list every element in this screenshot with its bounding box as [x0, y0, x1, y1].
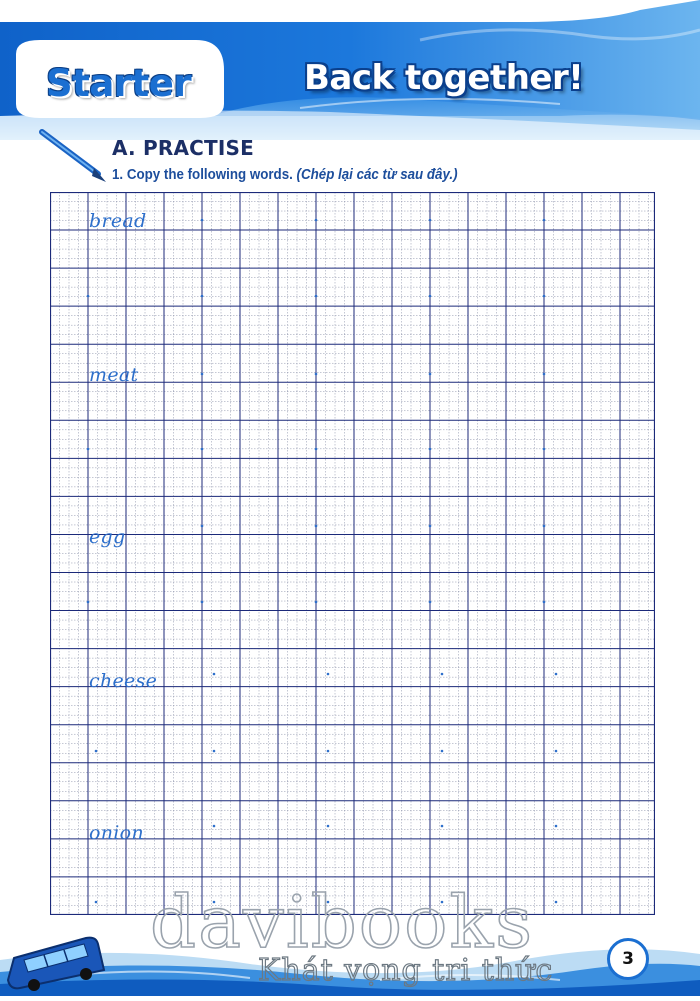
unit-label: Starter: [46, 62, 192, 105]
guide-dot: [543, 219, 546, 222]
instruction: [112, 167, 458, 183]
page-number: 3: [607, 938, 649, 980]
guide-dot: [441, 673, 444, 676]
guide-dot: [201, 601, 204, 604]
guide-dot: [429, 525, 432, 528]
guide-dot: [95, 750, 98, 753]
guide-dot: [543, 373, 546, 376]
guide-dot: [429, 448, 432, 451]
guide-dot: [87, 601, 90, 604]
instruction-english: 1. Copy the following words.: [112, 167, 293, 183]
guide-dot: [315, 295, 318, 298]
guide-dot: [213, 750, 216, 753]
watermark-slogan: Khát vọng tri thức: [258, 953, 554, 988]
section-heading: A. PRACTISE: [112, 136, 254, 160]
guide-dot: [201, 219, 204, 222]
instruction-vietnamese: (Chép lại các từ sau đây.): [296, 167, 458, 183]
guide-dot: [441, 825, 444, 828]
guide-word-cheese: cheese: [89, 670, 158, 692]
guide-dot: [95, 901, 98, 904]
guide-dot: [429, 601, 432, 604]
guide-word-bread: bread: [89, 210, 147, 232]
watermark-brand: davibooks: [150, 880, 535, 964]
guide-dot: [315, 525, 318, 528]
guide-dot: [429, 219, 432, 222]
handwriting-grid[interactable]: [50, 192, 655, 915]
guide-dot: [543, 525, 546, 528]
guide-dot: [555, 901, 558, 904]
guide-word-onion: onion: [89, 822, 144, 844]
pen-icon: [36, 128, 108, 186]
guide-dot: [429, 373, 432, 376]
guide-dot: [87, 448, 90, 451]
lesson-title: Back together!: [304, 58, 584, 98]
guide-dot: [543, 295, 546, 298]
guide-dot: [555, 673, 558, 676]
guide-dot: [315, 373, 318, 376]
guide-dot: [315, 448, 318, 451]
guide-word-meat: meat: [89, 364, 139, 386]
guide-dot: [327, 750, 330, 753]
bus-icon: [0, 930, 120, 996]
guide-dot: [543, 601, 546, 604]
guide-dot: [213, 673, 216, 676]
guide-word-egg: egg: [89, 526, 126, 548]
guide-dot: [315, 219, 318, 222]
guide-dot: [555, 750, 558, 753]
guide-dot: [315, 601, 318, 604]
guide-dot: [327, 673, 330, 676]
guide-dot: [555, 825, 558, 828]
guide-dot: [327, 825, 330, 828]
guide-dot: [201, 373, 204, 376]
guide-dot: [543, 448, 546, 451]
guide-dot: [87, 295, 90, 298]
guide-dot: [429, 295, 432, 298]
guide-dot: [201, 295, 204, 298]
guide-dot: [201, 448, 204, 451]
guide-dot: [201, 525, 204, 528]
guide-dot: [213, 825, 216, 828]
guide-dot: [441, 750, 444, 753]
